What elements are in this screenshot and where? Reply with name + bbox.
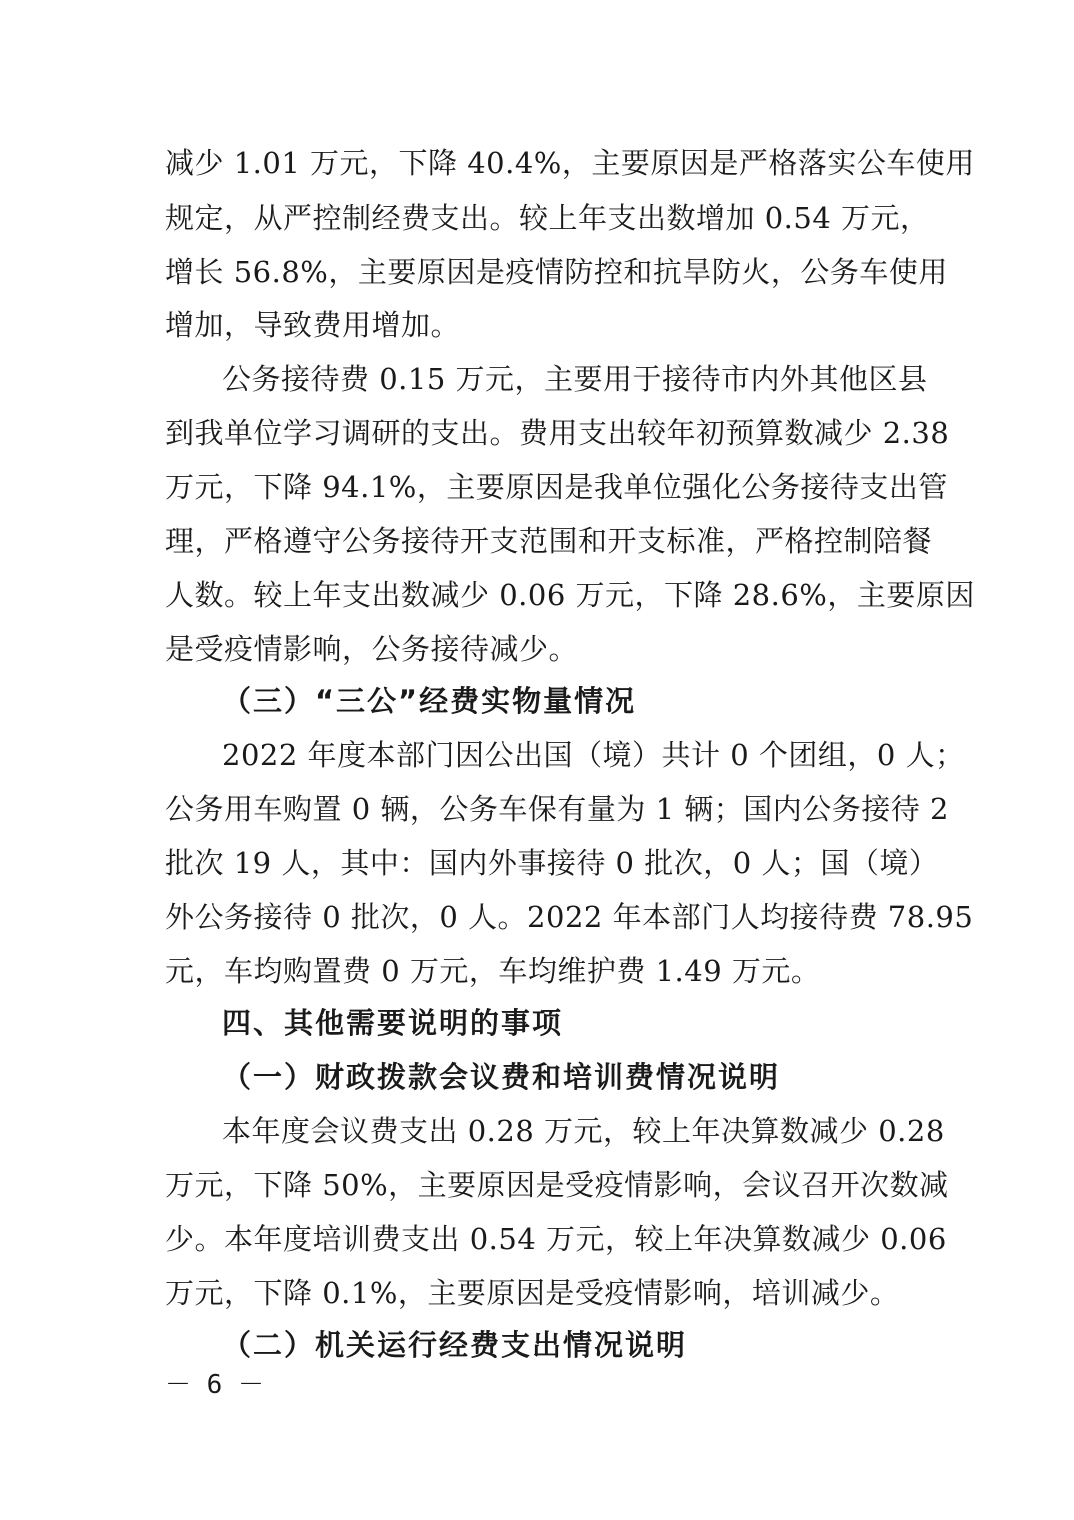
paragraph-line: 理，严格遵守公务接待开支范围和开支标准，严格控制陪餐 xyxy=(165,524,933,558)
paragraph-line: 万元，下降 94.1%，主要原因是我单位强化公务接待支出管 xyxy=(165,470,948,504)
paragraph-line: 公务用车购置 0 辆，公务车保有量为 1 辆；国内公务接待 2 xyxy=(165,792,949,826)
paragraph-line: 增加，导致费用增加。 xyxy=(165,308,461,342)
paragraph-line: 是受疫情影响，公务接待减少。 xyxy=(165,632,579,666)
paragraph-line: 少。本年度培训费支出 0.54 万元，较上年决算数减少 0.06 xyxy=(165,1222,947,1256)
paragraph-line: 2022 年度本部门因公出国（境）共计 0 个团组，0 人； xyxy=(222,738,965,772)
paragraph-line: 元，车均购置费 0 万元，车均维护费 1.49 万元。 xyxy=(165,954,821,988)
paragraph-line: 增长 56.8%，主要原因是疫情防控和抗旱防火，公务车使用 xyxy=(165,255,948,289)
section-heading: （一）财政拨款会议费和培训费情况说明 xyxy=(222,1060,781,1094)
paragraph-line: 万元，下降 0.1%，主要原因是受疫情影响，培训减少。 xyxy=(165,1276,900,1310)
section-heading: （三）“三公”经费实物量情况 xyxy=(222,684,637,718)
paragraph-line: 到我单位学习调研的支出。费用支出较年初预算数减少 2.38 xyxy=(165,416,950,450)
paragraph-line: 规定，从严控制经费支出。较上年支出数增加 0.54 万元， xyxy=(165,201,930,235)
paragraph-line: 外公务接待 0 批次，0 人。2022 年本部门人均接待费 78.95 xyxy=(165,900,974,934)
page-number: － 6 － xyxy=(165,1370,264,1400)
paragraph-line: 本年度会议费支出 0.28 万元，较上年决算数减少 0.28 xyxy=(222,1114,945,1148)
paragraph-line: 人数。较上年支出数减少 0.06 万元，下降 28.6%，主要原因 xyxy=(165,578,975,612)
section-heading: （二）机关运行经费支出情况说明 xyxy=(222,1328,688,1362)
paragraph-line: 批次 19 人，其中：国内外事接待 0 批次，0 人；国（境） xyxy=(165,846,939,880)
section-heading: 四、其他需要说明的事项 xyxy=(222,1006,564,1040)
paragraph-line: 公务接待费 0.15 万元，主要用于接待市内外其他区县 xyxy=(222,362,928,396)
paragraph-line: 减少 1.01 万元，下降 40.4%，主要原因是严格落实公车使用 xyxy=(165,146,975,180)
paragraph-line: 万元，下降 50%，主要原因是受疫情影响，会议召开次数减 xyxy=(165,1168,949,1202)
